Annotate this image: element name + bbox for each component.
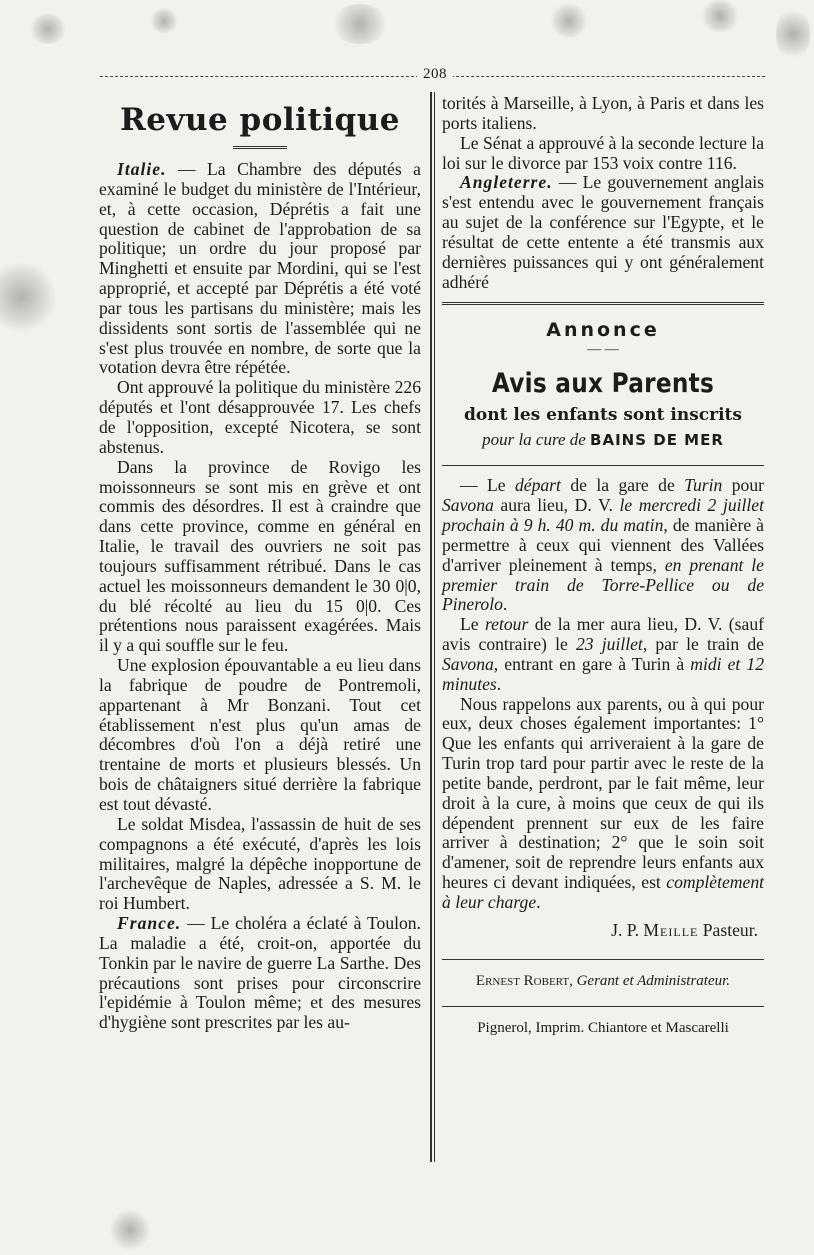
- text: .: [502, 594, 508, 615]
- emphasis: 23 juillet: [575, 634, 643, 655]
- text: .: [496, 673, 502, 694]
- paragraph: [99, 160, 421, 378]
- text: de la gare de: [560, 475, 685, 496]
- notice-rule: [442, 465, 764, 466]
- emphasis: départ: [514, 475, 561, 496]
- column-divider: [434, 92, 435, 1162]
- country-label: France.: [117, 913, 182, 934]
- paragraph: [442, 173, 764, 292]
- country-label: Angleterre.: [460, 172, 553, 193]
- ink-blot: [330, 4, 390, 44]
- avis-subtitle: dont les enfants sont inscrits: [464, 405, 742, 426]
- text: Nous rappelons aux parents, ou à qui pour eux, deux choses également importantes: 1° Que les enfants qui arriveraient à la gare de Turin trop tard pour partir avec le reste de la petite bande, perdront, par le fait même, leur droit à la cure, à moins que ceux de qui ils dépendent prennent sur eux de les faire arriver à destination; 2° que le soin soit d'amener, soit de reprendre leurs enfants aux heures ci devant indiquées, est: [442, 693, 764, 893]
- paragraph-text: Dans la province de Rovigo les moissonneurs se sont mis en grève et ont commis des désordres. Il est à craindre que dans cette province, comme en général en Italie, le travail des ouvriers ne soit pas toujours suffisamment rétribué. Dans le cas actuel les moissonneurs demandent le 30 0|0, du blé récolté au lieu du 15 0|0. Ces prétentions nous paraissent exagérées. Mais il y a qui souffle sur le feu.: [99, 456, 421, 656]
- left-column: [99, 94, 421, 1033]
- text: de la mer aura lieu, D. V. (sauf avis contraire) le: [442, 614, 764, 655]
- text: , de manière à permettre à ceux qui viennent des Vallées d'arriver pleinement à temps,: [442, 514, 764, 575]
- paragraph: [99, 815, 421, 914]
- paragraph: [99, 656, 421, 815]
- emphasis: Savona: [442, 653, 494, 674]
- column-divider: [430, 92, 432, 1162]
- paragraph-text: Le soldat Misdea, l'assassin de huit de ses compagnons a été exécuté, d'après les lois militaires, malgré la dépêche inopportune de l'archevêque de Naples, adressée a S. M. le roi Humbert.: [99, 813, 421, 914]
- paragraph-text: Une explosion épouvantable a eu lieu dans la fabrique de poudre de Pontremoli, appartenant à Mr Bonzani. Tout cet établissement n'est plus qu'un amas de décombres d'où l'on a déjà retiré une trentaine de morts et plusieurs blessés. Un bois de châtaigners situé derrière la fabrique est tout dévasté.: [99, 655, 421, 814]
- text: — Le: [460, 475, 515, 496]
- rappel-paragraph: [442, 695, 764, 913]
- paragraph: [99, 378, 421, 457]
- paragraph-text: Ont approuvé la politique du ministère 226 députés et l'ont désapprouvée 17. Les chefs de l'opposition, excepté Nicotera, se sont abstenus.: [99, 377, 421, 457]
- emphasis: Savona: [442, 495, 494, 516]
- depart-paragraph: [442, 476, 764, 615]
- signature-initials: J. P.: [611, 919, 644, 940]
- paragraph: [99, 914, 421, 1033]
- printer-line: Pignerol, Imprim. Chiantore et Mascarelli: [442, 1006, 764, 1039]
- senate-paragraph: Le Sénat a approuvé à la seconde lecture la loi sur le divorce par 153 voix contre 116.: [442, 132, 764, 173]
- cure-line: [442, 427, 764, 453]
- text: .: [536, 892, 541, 912]
- text: , entrant en gare à Turin à: [493, 653, 691, 674]
- cure-prefix: pour la cure de: [482, 430, 586, 450]
- country-label: Italie.: [117, 159, 167, 179]
- text: Le: [460, 614, 485, 635]
- text: pour: [722, 475, 764, 496]
- ink-blot: [700, 0, 740, 32]
- ink-blot: [28, 14, 68, 44]
- right-column: [442, 94, 764, 1038]
- ink-blot: [0, 262, 56, 332]
- signature-title: Pasteur.: [698, 919, 758, 940]
- retour-paragraph: [442, 615, 764, 694]
- ink-blot: [776, 6, 810, 62]
- emphasis: midi et 12 minutes: [442, 653, 764, 694]
- paragraph-text: — La Chambre des députés a examiné le budget du ministère de l'Intérieur, et, à cette occasion, Déprétis a fait une question de cabinet de l'approbation de sa politique; un ordre du jour proposé par Minghetti et ensuite par Mordini, qui se l'est approprié, et accepté par Déprétis a été voté par tous les partisans du ministère; mais les dissidents sont sortis de l'assemblée qui ne s'est plus trouvée en nombre, de sorte que la votation devra être répétée.: [99, 159, 421, 378]
- avis-title: Avis aux Parents: [491, 368, 715, 400]
- paragraph-text: — Le choléra a éclaté à Toulon. La maladie a été, croit-on, apportée du Tonkin par le navire de guerre La Sarthe. Des précautions sont prises pour circonscrire l'epidémie à Toulon même; et des mesures d'hygiène sont prescrites par les au-: [99, 913, 421, 1033]
- cure-name: BAINS DE MER: [590, 431, 724, 450]
- continuation-paragraph: torités à Marseille, à Lyon, à Paris et dans les ports italiens.: [442, 93, 764, 133]
- administrator-role: Gerant et Administrateur.: [572, 972, 731, 989]
- paragraph-text: — Le gouvernement anglais s'est entendu avec le gouvernement français au sujet de la conférence sur l'Egypte, et le résultat de cette entente a été transmis aux dernières puissances qui y ont généralement adhéré: [442, 172, 764, 292]
- signature-name: Meille: [643, 919, 699, 940]
- paragraph: [99, 458, 421, 656]
- ink-blot: [110, 1210, 150, 1250]
- ink-blot: [150, 8, 178, 34]
- page-number: 208: [417, 66, 453, 83]
- administrator-line: [442, 959, 764, 992]
- emphasis: retour: [484, 614, 529, 635]
- title-ornament: [233, 146, 287, 152]
- administrator-name: Ernest Robert,: [475, 972, 573, 989]
- ink-blot: [550, 4, 588, 38]
- annonce-heading: Annonce: [546, 319, 660, 342]
- signature: [442, 921, 758, 941]
- emphasis: le mercredi 2 juillet prochain à 9 h. 40 m. du matin: [442, 495, 764, 535]
- emphasis: en prenant le premier train de Torre-Pellice ou de Pinerolo: [442, 554, 764, 615]
- section-title: Revue politique: [120, 102, 400, 138]
- annonce-dash: — —: [587, 342, 619, 358]
- section-separator: [442, 302, 764, 305]
- text: aura lieu, D. V.: [493, 495, 620, 516]
- emphasis: Turin: [684, 475, 723, 496]
- emphasis: complètement à leur charge: [442, 872, 764, 912]
- text: , par le train de: [642, 634, 764, 655]
